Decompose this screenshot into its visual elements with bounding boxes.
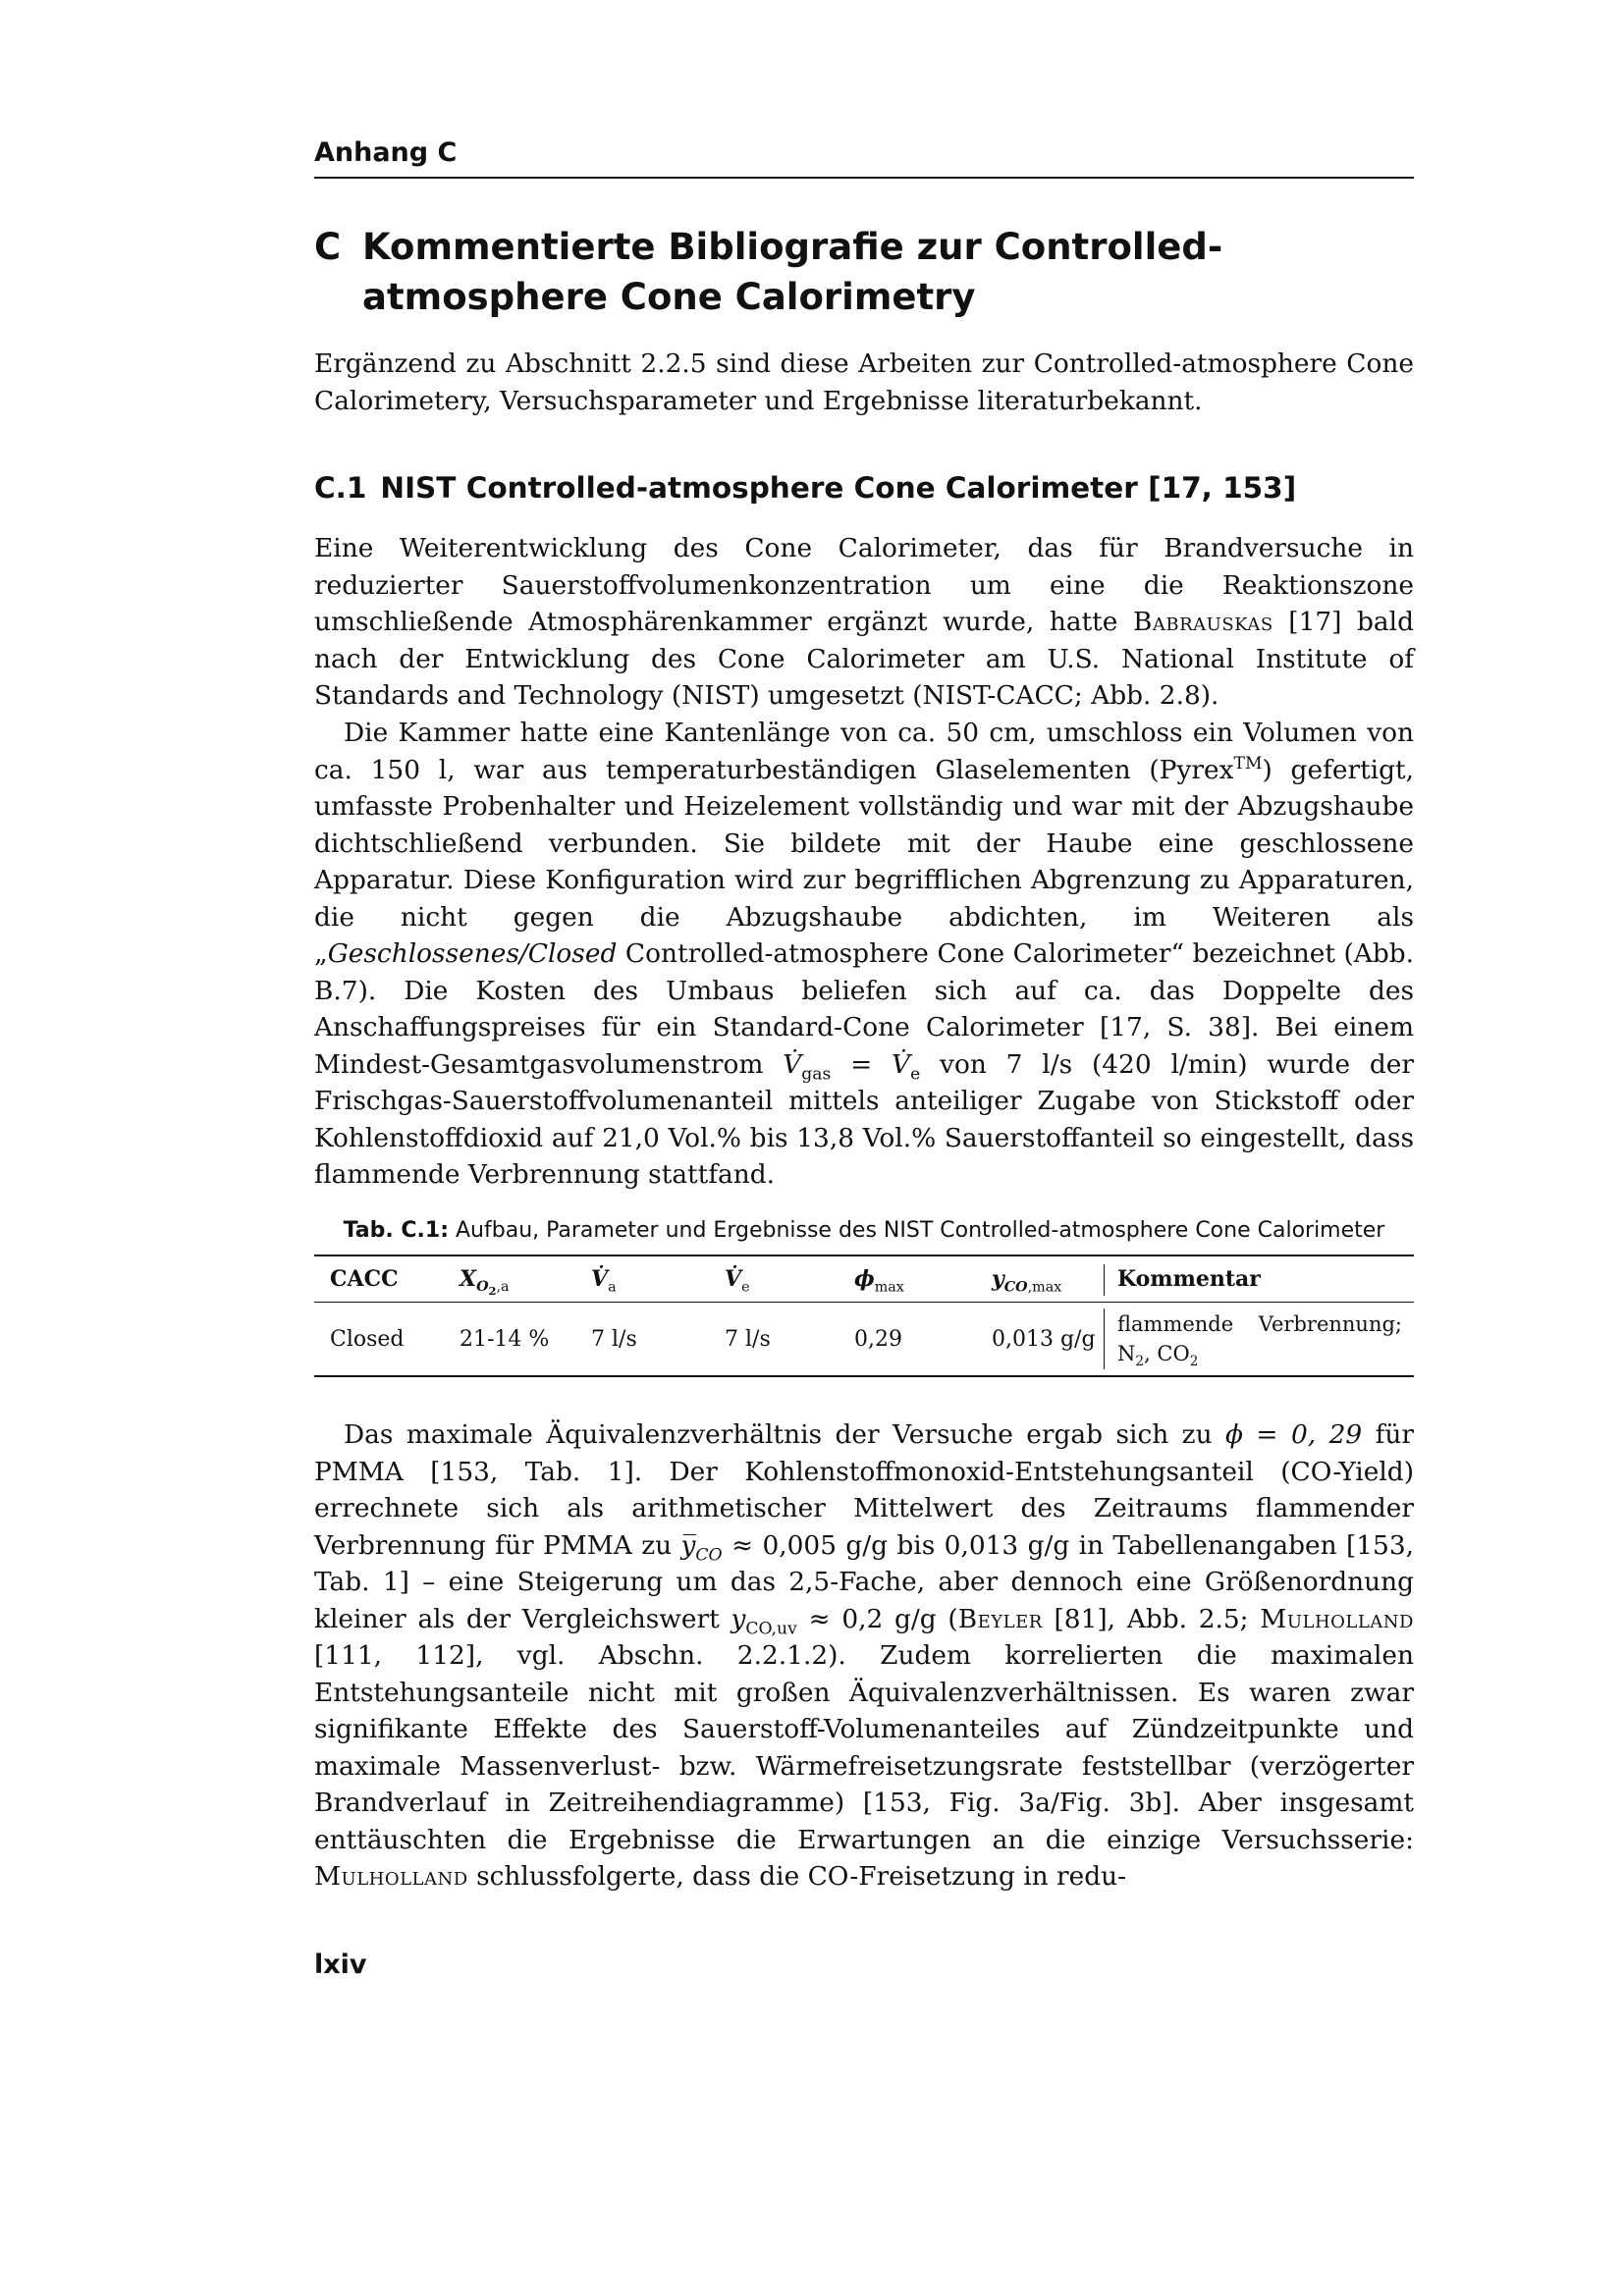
cell-va: 7 l/s [591, 1326, 637, 1352]
x-sub-a: ,a [496, 1279, 510, 1296]
p3-text-e: [81], Abb. 2.5; [1042, 1603, 1261, 1634]
y-symbol: y [992, 1266, 1004, 1292]
cell-ve: 7 l/s [725, 1326, 771, 1352]
p3-text-a: Das maximale Äquivalenzverhältnis der Versuche ergab sich zu [344, 1419, 1226, 1450]
p3-text-g: schlussfolgerte, dass die CO-Freisetzung in redu- [467, 1861, 1127, 1892]
header-x-o2 [460, 1256, 510, 1302]
author-beyler: Beyler [957, 1603, 1043, 1634]
comment-sub-n2: 2 [1135, 1354, 1145, 1370]
x-sub-2: 2 [488, 1284, 497, 1299]
results-table [314, 1255, 1414, 1377]
header-comment: Kommentar [1117, 1266, 1261, 1292]
chapter-title-text: Kommentierte Bibliografie zur Controlled-atmosphere Cone Calorimetry [362, 226, 1223, 318]
y-sub-max: ,max [1027, 1279, 1062, 1296]
y-uv-symbol: y [731, 1603, 746, 1634]
author-mulholland-1: Mulholland [1260, 1603, 1414, 1634]
comment-text-a: flammende Verbrennung; N [1117, 1312, 1402, 1365]
p2-text-a: Die Kammer hatte eine Kantenlänge von ca. 50 cm, umschloss ein Volumen von ca. 150 l, war aus temperaturbeständigen Glaselementen (Pyrex [314, 718, 1414, 785]
phi-equation: ϕ = 0, 29 [1225, 1419, 1363, 1450]
x-sub-o: O [476, 1279, 489, 1296]
table-caption-text: Aufbau, Parameter und Ergebnisse des NIST Controlled-atmosphere Cone Calorimeter [449, 1218, 1385, 1243]
y-uv-sub: CO,uv [745, 1618, 797, 1638]
header-va [591, 1256, 617, 1302]
header-cacc: CACC [330, 1266, 399, 1292]
p2-text-c: Controlled-atmosphere Cone Calorimeter“ bezeichnet (Abb. B.7). Die Kosten des Umbaus beliefen sich auf ca. das Doppelte des Anschaffungspreises für ein Standard-Cone Calorimeter [17, S. 38]. Bei einem Mindest-Gesamtgasvolumenstrom [314, 938, 1414, 1080]
v-e-symbol: V̇ [892, 1048, 911, 1080]
table-caption [314, 1218, 1414, 1243]
section-title [314, 471, 1414, 505]
ybar-sub: CO [695, 1544, 723, 1565]
chapter-title [314, 222, 1414, 322]
p3-text-c: ≈ 0,005 g/g bis 0,013 g/g in Tabellenangaben [153, Tab. 1] – eine Steigerung um das 2,5-Fache, aber dennoch eine Größenordnung kleiner als der Vergleichswert [314, 1529, 1414, 1634]
page-number: lxiv [314, 1949, 367, 1980]
p1-text-b: [17] bald nach der Entwicklung des Cone Calorimeter am U.S. National Institute of Standards and Technology (NIST) umgesetzt (NIST-CACC; Abb. 2.8). [314, 607, 1414, 711]
va-symbol: V̇ [591, 1266, 609, 1292]
p2-italic-term: Geschlossenes/Closed [327, 938, 618, 969]
table-caption-label: Tab. C.1: [343, 1218, 450, 1243]
phi-symbol: ϕ [854, 1266, 875, 1292]
header-phi-max [854, 1256, 904, 1302]
v-gas-sub: gas [801, 1063, 832, 1084]
paragraph-2 [314, 715, 1414, 1194]
y-sub-co: CO [1003, 1279, 1028, 1296]
paragraph-3 [314, 1416, 1414, 1896]
p3-text-b: für PMMA [153, Tab. 1]. Der Kohlenstoffmonoxid-Entstehungsanteil (CO-Yield) errechnete sich als arithmetischer Mittelwert des Zeitraums flammender Verbrennung für PMMA zu [314, 1419, 1414, 1561]
table-row [314, 1303, 1414, 1375]
p2-equals: = [831, 1048, 893, 1080]
paragraph-1 [314, 530, 1414, 715]
author-babrauskas: Babrauskas [1132, 607, 1273, 637]
running-header: Anhang C [314, 137, 1414, 179]
cell-phi-max: 0,29 [854, 1326, 902, 1352]
chapter-number: C [314, 226, 342, 268]
header-y-co-max [992, 1256, 1061, 1302]
x-symbol: X [460, 1266, 477, 1292]
phi-sub: max [874, 1279, 904, 1296]
v-gas-symbol: V̇ [783, 1048, 802, 1080]
ve-symbol: V̇ [725, 1266, 742, 1292]
table-header-row [314, 1256, 1414, 1303]
header-ve [725, 1256, 750, 1302]
p2-text-b: ) gefertigt, umfasste Probenhalter und Heizelement vollständig und war mit der Abzugshaube dichtschließend verbunden. Sie bildete mit der Haube eine geschlossene Apparatur. Diese Konfiguration wird zur begrifflichen Abgrenzung zu Apparaturen, die nicht gegen die Abzugshaube abdichten, im Weiteren als „ [314, 754, 1414, 969]
comment-text-b: , CO [1144, 1342, 1190, 1365]
section-number: C.1 [314, 471, 367, 505]
author-mulholland-2: Mulholland [314, 1861, 468, 1892]
header-divider [1104, 1264, 1105, 1296]
va-sub: a [608, 1279, 617, 1296]
row-divider [1104, 1308, 1105, 1369]
cell-cacc: Closed [330, 1326, 405, 1352]
comment-sub-co2: 2 [1189, 1354, 1199, 1370]
intro-paragraph: Ergänzend zu Abschnitt 2.2.5 sind diese Arbeiten zur Controlled-atmosphere Cone Calorimetery, Versuchsparameter und Ergebnisse literaturbekannt. [314, 348, 1414, 416]
cell-x-o2: 21-14 % [460, 1326, 550, 1352]
p1-text-a: Eine Weiterentwicklung des Cone Calorimeter, das für Brandversuche in reduzierter Sauerstoffvolumenkonzentration um eine die Reaktionszone umschließende Atmosphärenkammer ergänzt wurde, hatte [314, 533, 1414, 637]
ve-sub: e [741, 1279, 750, 1296]
cell-y-co-max: 0,013 g/g [992, 1326, 1096, 1352]
ybar-symbol: y̅ [680, 1529, 696, 1561]
section-title-text: NIST Controlled-atmosphere Cone Calorimeter [17, 153] [380, 471, 1297, 505]
p3-text-d: ≈ 0,2 g/g ( [796, 1603, 958, 1634]
p3-text-f: [111, 112], vgl. Abschn. 2.2.1.2). Zudem korrelierten die maximalen Entstehungsanteile nicht mit großen Äquivalenzverhältnissen. Es waren zwar signifikante Effekte des Sauerstoff-Volumenanteiles auf Zündzeitpunkte und maximale Massenverlust- bzw. Wärmefreisetzungsrate feststellbar (verzögerter Brandverlauf in Zeitreihendiagramme) [153, Fig. 3a/Fig. 3b]. Aber insgesamt enttäuschten die Ergebnisse die Erwartungen an die einzige Versuchsserie: [314, 1640, 1414, 1855]
p2-text-d: von 7 l/s (420 l/min) wurde der Frischgas-Sauerstoffvolumenanteil mittels anteiliger Zugabe von Stickstoff oder Kohlenstoffdioxid auf 21,0 Vol.% bis 13,8 Vol.% Sauerstoffanteil so eingestellt, dass flammende Verbrennung stattfand. [314, 1048, 1414, 1190]
trademark-sup: TM [1233, 753, 1263, 774]
v-e-sub: e [910, 1063, 921, 1084]
cell-comment [1117, 1303, 1414, 1375]
